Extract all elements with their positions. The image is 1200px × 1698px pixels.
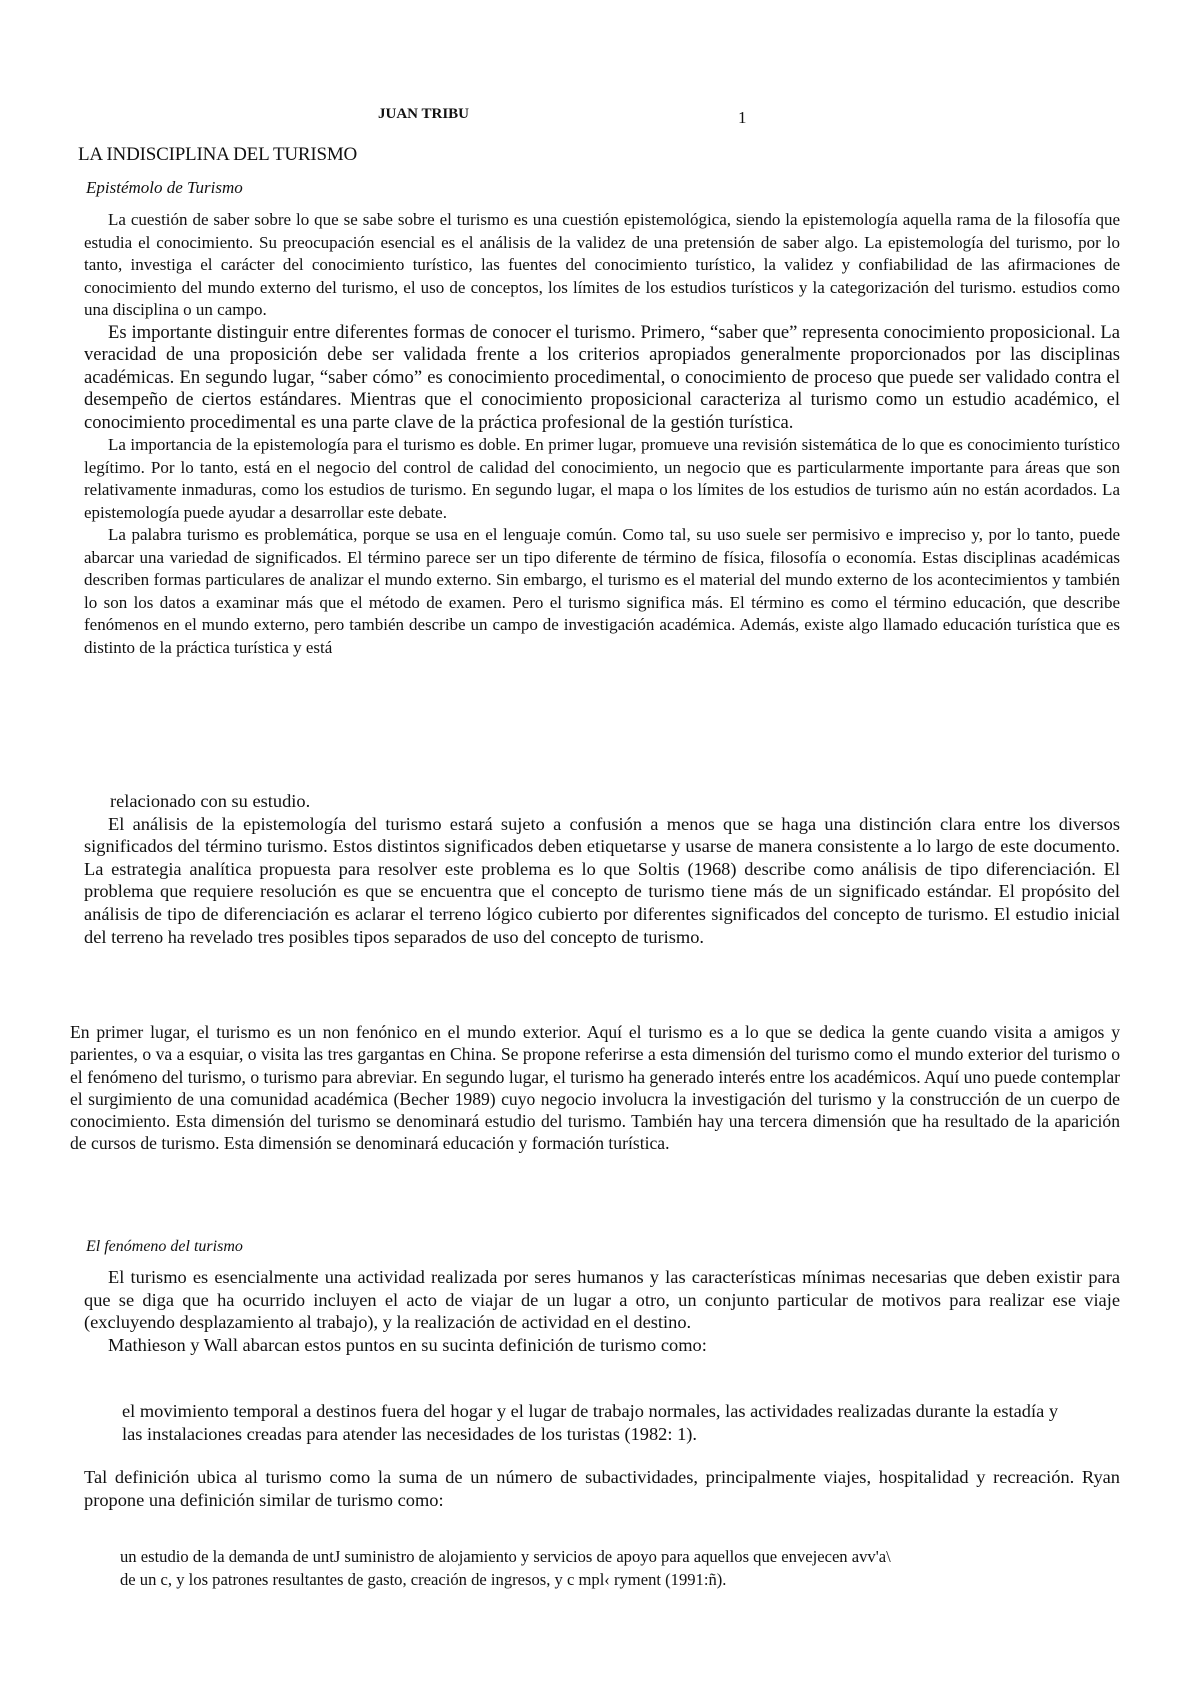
author-header: JUAN TRIBU <box>378 106 469 122</box>
analysis-section <box>84 790 1120 948</box>
paragraph-phenomenon: El turismo es esencialmente una actividad realizada por seres humanos y las características mínimas necesarias que deben existir para que se diga que ha ocurrido incluyen el acto de viajar de un lugar a otro, un conjunto particular de motivos para realizar ese viaje (excluyendo desplazamiento al trabajo), y la realización de actividad en el destino. <box>84 1267 1120 1332</box>
page-number: 1 <box>738 108 747 127</box>
paragraph-knowing-tourism: Es importante distinguir entre diferentes formas de conocer el turismo. Primero, “saber que” representa conocimiento proposicional. La veracidad de una proposición debe ser validada frente a los criterios apropiados generalmente proporcionados por las disciplinas académicas. En segundo lugar, “saber cómo” es conocimiento procedimental, o conocimiento de proceso que puede ser validado contra el desempeño de ciertos estándares. Mientras que el conocimiento proposicional caracteriza al turismo como un estudio académico, el conocimiento procedimental es una parte clave de la práctica profesional de la gestión turística. <box>84 321 1120 433</box>
document-subtitle: Epistémolo de Turismo <box>86 178 243 197</box>
document-title: LA INDISCIPLINA DEL TURISMO <box>78 144 358 165</box>
paragraph-dimensions: En primer lugar, el turismo es un non fenónico en el mundo exterior. Aquí el turismo es a lo que se dedica la gente cuando visita a amigos y parientes, o va a esquiar, o visita las tres gargantas en China. Se propone referirse a esta dimensión del turismo como el mundo exterior del turismo o el fenómeno del turismo, o turismo para abreviar. En segundo lugar, el turismo ha generado interés entre los académicos. Aquí uno puede contemplar el surgimiento de una comunidad académica (Becher 1989) cuyo negocio involucra la investigación del turismo y la construcción de un cuerpo de conocimiento. Esta dimensión del turismo se denominará estudio del turismo. También hay una tercera dimensión que ha resultado de la aparición de cursos de turismo. Esta dimensión se denominará educación y formación turística. <box>70 1022 1120 1154</box>
block-quote-ryan <box>120 1546 1100 1591</box>
intro-section <box>84 209 1120 659</box>
quote-line: de un c, y los patrones resultantes de gasto, creación de ingresos, y c mpl‹ ryment (1991:ñ). <box>120 1569 727 1589</box>
quote-line: un estudio de la demanda de untJ suministro de alojamiento y servicios de apoyo para aquellos que envejecen avv'a\ <box>120 1547 891 1566</box>
section-title: El fenómeno del turismo <box>86 1238 243 1255</box>
block-quote-mathieson: el movimiento temporal a destinos fuera del hogar y el lugar de trabajo normales, las actividades realizadas durante la estadía y las instalaciones creadas para atender las necesidades de los turistas (1982: 1). <box>122 1401 1059 1444</box>
paragraph-continuation: relacionado con su estudio. <box>110 791 311 811</box>
phenomenon-section <box>84 1266 1120 1356</box>
dimensions-section <box>70 1021 1120 1155</box>
paragraph-epistemology: La cuestión de saber sobre lo que se sabe sobre el turismo es una cuestión epistemológica, siendo la epistemología aquella rama de la filosofía que estudia el conocimiento. Su preocupación esencial es el análisis de la validez de una pretensión de saber algo. La epistemología del turismo, por lo tanto, investiga el carácter del conocimiento turístico, las fuentes del conocimiento turístico, la validez y confiabilidad de las afirmaciones de conocimiento del mundo externo del turismo, el uso de conceptos, los límites de los estudios turísticos y la categorización del turismo. estudios como una disciplina o un campo. <box>84 210 1120 319</box>
paragraph-importance: La importancia de la epistemología para el turismo es doble. En primer lugar, promueve una revisión sistemática de lo que es conocimiento turístico legítimo. Por lo tanto, está en el negocio del control de calidad del conocimiento, un negocio que es particularmente importante para áreas que son relativamente inmaduras, como los estudios de turismo. En segundo lugar, el mapa o los límites de los estudios de turismo aún no están acordados. La epistemología puede ayudar a desarrollar este debate. <box>84 435 1120 522</box>
paragraph-definition: Tal definición ubica al turismo como la suma de un número de subactividades, principalmente viajes, hospitalidad y recreación. Ryan propone una definición similar de turismo como: <box>84 1467 1120 1510</box>
paragraph-mathieson-wall: Mathieson y Wall abarcan estos puntos en su sucinta definición de turismo como: <box>108 1334 707 1355</box>
paragraph-word-tourism: La palabra turismo es problemática, porque se usa en el lenguaje común. Como tal, su uso suele ser permisivo e impreciso y, por lo tanto, puede abarcar una variedad de significados. El término parece ser un tipo diferente de término de física, filosofía o economía. Estas disciplinas académicas describen formas particulares de analizar el mundo externo. Sin embargo, el turismo es el material del mundo externo de los acontecimientos y también lo son los datos a examinar más que el método de examen. Pero el turismo significa más. El término es como el término educación, que describe fenómenos en el mundo externo, pero también describe un campo de investigación académica. Además, existe algo llamado educación turística que es distinto de la práctica turística y está <box>84 525 1120 657</box>
paragraph-analysis: El análisis de la epistemología del turismo estará sujeto a confusión a menos que se haga una distinción clara entre los diversos significados del término turismo. Estos distintos significados deben etiquetarse y usarse de manera consistente a lo largo de este documento. La estrategia analítica propuesta para resolver este problema es lo que Soltis (1968) describe como análisis de tipo diferenciación. El problema que requiere resolución es que se encuentra que el concepto de turismo tiene más de un significado estándar. El propósito del análisis de tipo de diferenciación es aclarar el terreno lógico cubierto por diferentes significados del concepto de turismo. El estudio inicial del terreno ha revelado tres posibles tipos separados de uso del concepto de turismo. <box>84 813 1120 947</box>
